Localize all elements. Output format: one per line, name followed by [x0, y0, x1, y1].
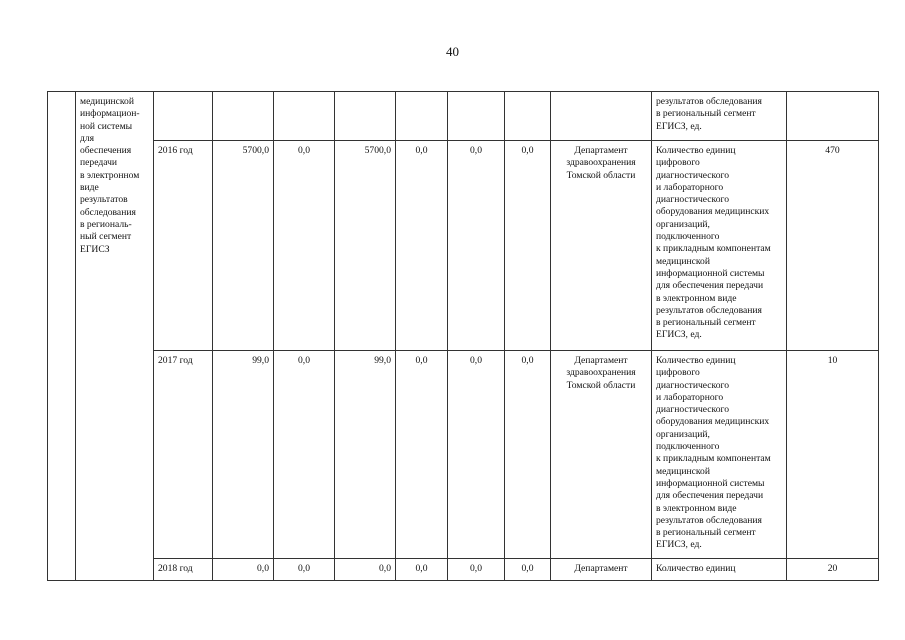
- amount-cell: 99,0: [335, 351, 396, 559]
- table-row: [48, 92, 879, 141]
- empty-cell: [274, 92, 335, 141]
- amount-cell: 0,0: [448, 559, 505, 581]
- indicator-value-cell: 20: [787, 559, 879, 581]
- amount-cell: 0,0: [505, 351, 551, 559]
- amount-cell: 0,0: [274, 141, 335, 351]
- amount-cell: 5700,0: [213, 141, 274, 351]
- indicator-cell: Количество единиц цифрового диагностического и лабораторного диагностического оборудования медицинских организаций, подключенного к прикладным компонентам медицинской информационной системы для обеспечения передачи в электронном виде результатов обследования в региональный сегмент ЕГИСЗ, ед.: [652, 141, 787, 351]
- empty-cell: [448, 92, 505, 141]
- executor-cell: Департамент: [551, 559, 652, 581]
- executor-cell: Департамент здравоохранения Томской области: [551, 351, 652, 559]
- amount-cell: 0,0: [396, 559, 448, 581]
- indicator-cell: Количество единиц: [652, 559, 787, 581]
- year-cell: 2017 год: [154, 351, 213, 559]
- amount-cell: 99,0: [213, 351, 274, 559]
- indicator-cell: Количество единиц цифрового диагностического и лабораторного диагностического оборудования медицинских организаций, подключенного к прикладным компонентам медицинской информационной системы для обеспечения передачи в электронном виде результатов обследования в региональный сегмент ЕГИСЗ, ед.: [652, 351, 787, 559]
- indicator-value-cell: 10: [787, 351, 879, 559]
- indicator-cell: результатов обследования в региональный сегмент ЕГИСЗ, ед.: [652, 92, 787, 141]
- page-number: 40: [446, 44, 459, 59]
- empty-cell: [335, 92, 396, 141]
- amount-cell: 0,0: [505, 559, 551, 581]
- amount-cell: 0,0: [396, 141, 448, 351]
- program-table: [47, 91, 879, 581]
- executor-cell: Департамент здравоохранения Томской области: [551, 141, 652, 351]
- amount-cell: 0,0: [448, 141, 505, 351]
- amount-cell: 0,0: [505, 141, 551, 351]
- empty-cell: [154, 92, 213, 141]
- table-row: [48, 351, 879, 559]
- amount-cell: 0,0: [274, 351, 335, 559]
- amount-cell: 0,0: [396, 351, 448, 559]
- table-row: [48, 141, 879, 351]
- amount-cell: 0,0: [213, 559, 274, 581]
- year-cell: 2018 год: [154, 559, 213, 581]
- index-cell: [48, 92, 76, 581]
- empty-cell: [396, 92, 448, 141]
- indicator-value-cell: 470: [787, 141, 879, 351]
- amount-cell: 5700,0: [335, 141, 396, 351]
- amount-cell: 0,0: [448, 351, 505, 559]
- amount-cell: 0,0: [335, 559, 396, 581]
- year-cell: 2016 год: [154, 141, 213, 351]
- empty-cell: [213, 92, 274, 141]
- table-row: [48, 559, 879, 581]
- measure-name-cell: медицинской информацион- ной системы для обеспечения передачи в электронном виде результатов обследования в региональ- ный сегмент ЕГИСЗ: [76, 92, 154, 581]
- empty-cell: [505, 92, 551, 141]
- empty-cell: [551, 92, 652, 141]
- amount-cell: 0,0: [274, 559, 335, 581]
- empty-cell: [787, 92, 879, 141]
